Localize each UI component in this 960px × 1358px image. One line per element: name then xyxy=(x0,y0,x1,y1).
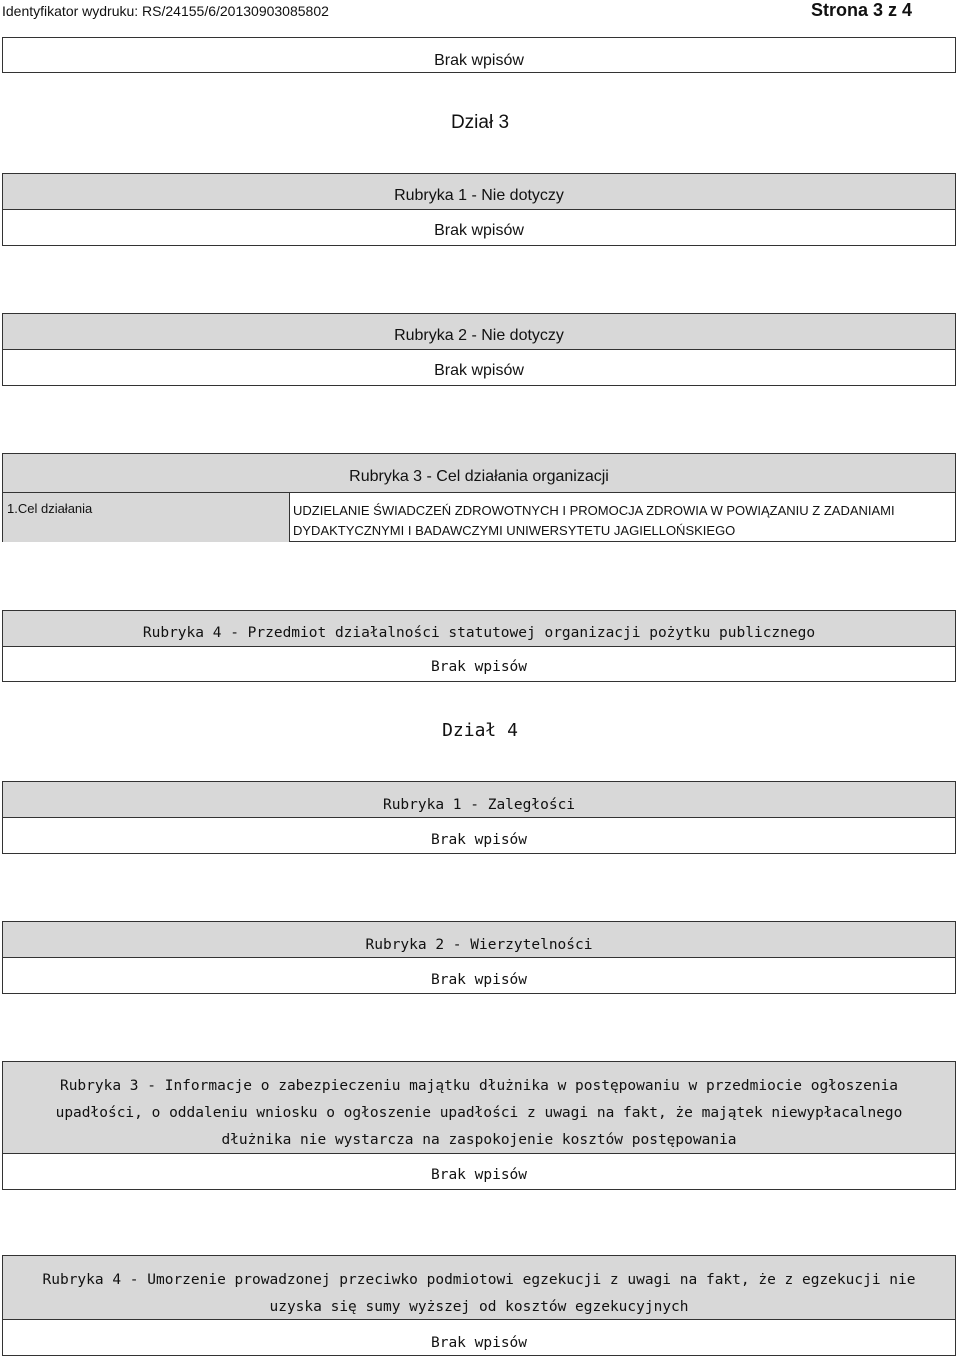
print-identifier: Identyfikator wydruku: RS/24155/6/20130903085802 xyxy=(2,3,329,19)
rubryka-title: Rubryka 2 - Wierzytelności xyxy=(3,922,955,958)
entry-text: Brak wpisów xyxy=(430,1334,528,1351)
entry-text: Brak wpisów xyxy=(434,221,524,239)
section-title-dzial-4: Dział 4 xyxy=(442,720,518,741)
entry-text: Brak wpisów xyxy=(434,361,524,379)
rubryka-box xyxy=(2,610,956,682)
top-entry-box xyxy=(2,37,956,73)
rubryka-title: Rubryka 3 - Informacje o zabezpieczeniu majątku dłużnika w postępowaniu w przedmiocie ogłoszenia upadłości, o oddaleniu wniosku o ogłoszenie upadłości z uwagi na fakt, że majątek niewypłacalnego dłużnika nie wystarcza na zaspokojenie kosztów postępowania xyxy=(3,1062,955,1154)
rubryka-title: Rubryka 3 - Cel działania organizacji xyxy=(3,454,955,493)
rubryka-title: Rubryka 1 - Nie dotyczy xyxy=(3,174,955,210)
entry-text: Brak wpisów xyxy=(430,659,528,675)
rubryka-title: Rubryka 4 - Przedmiot działalności statutowej organizacji pożytku publicznego xyxy=(3,611,955,647)
entry-text: Brak wpisów xyxy=(430,1166,528,1183)
rubryka-box xyxy=(2,781,956,854)
cel-value: UDZIELANIE ŚWIADCZEŃ ZDROWOTNYCH I PROMOCJA ZDROWIA W POWIĄZANIU Z ZADANIAMI DYDAKTYCZNYMI I BADAWCZYMI UNIWERSYTETU JAGIELLOŃSKIEGO xyxy=(293,503,895,538)
cel-label: 1.Cel działania xyxy=(3,493,290,542)
entry-text: Brak wpisów xyxy=(434,51,524,69)
rubryka-box xyxy=(2,921,956,994)
rubryka-title: Rubryka 1 - Zaległości xyxy=(3,782,955,818)
entry-text: Brak wpisów xyxy=(430,831,528,848)
rubryka-box xyxy=(2,313,956,386)
entry-text: Brak wpisów xyxy=(430,971,528,988)
page-number: Strona 3 z 4 xyxy=(810,0,912,20)
rubryka-title: Rubryka 2 - Nie dotyczy xyxy=(3,314,955,350)
rubryka-box xyxy=(2,1255,956,1356)
rubryka-box xyxy=(2,173,956,246)
rubryka-title: Rubryka 4 - Umorzenie prowadzonej przeciwko podmiotowi egzekucji z uwagi na fakt, że z egzekucji nie uzyska się sumy wyższej od kosztów egzekucyjnych xyxy=(3,1256,955,1320)
rubryka-box xyxy=(2,1061,956,1190)
cel-table xyxy=(3,493,955,542)
section-title-dzial-3: Dział 3 xyxy=(450,112,510,133)
rubryka-box xyxy=(2,453,956,542)
